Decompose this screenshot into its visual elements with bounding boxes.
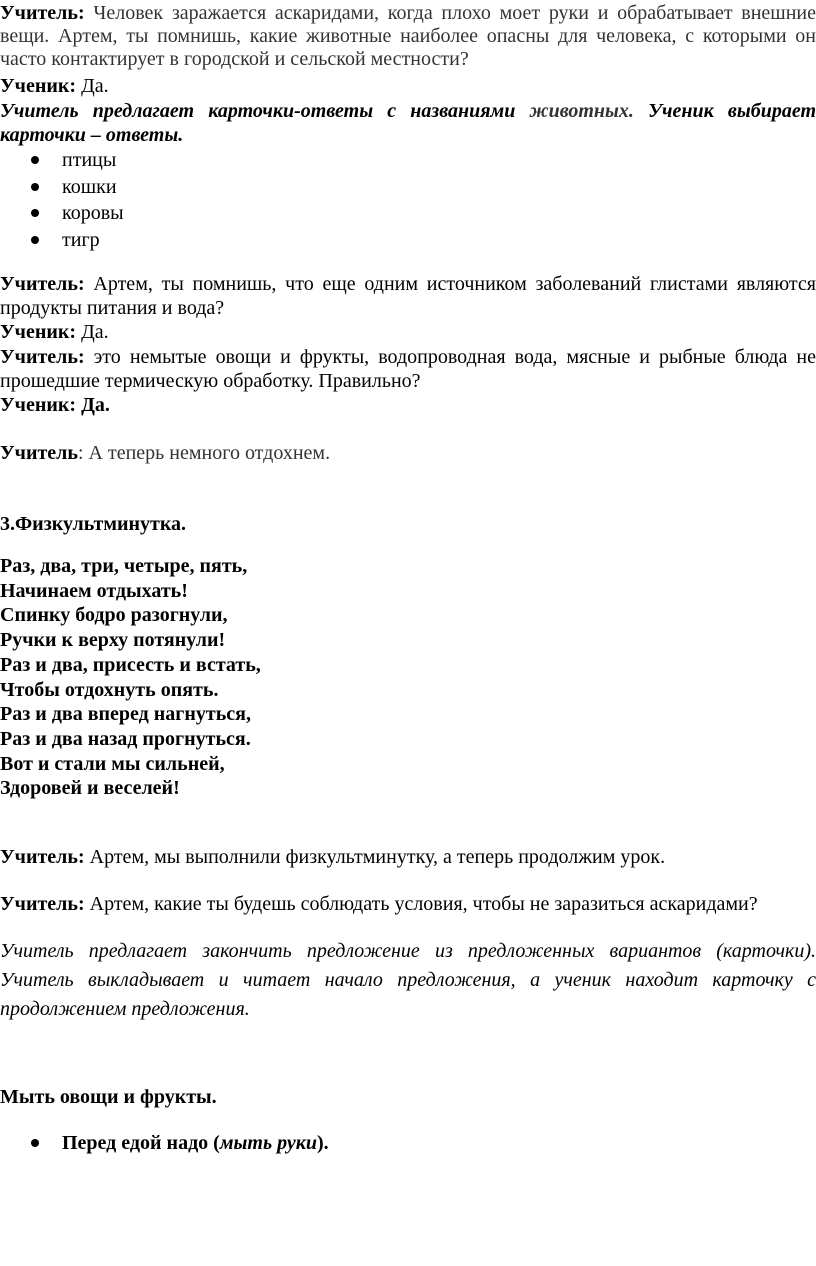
answer-card-list [0,147,816,253]
bullet-icon [31,209,39,217]
paragraph-student-3 [0,393,816,417]
sentence-card-list [0,1130,816,1157]
paragraph-teacher-2 [0,272,816,320]
instruction-finish-sentence [0,937,816,1024]
list-item: тигр [0,227,816,254]
paragraph-text: Ученик: Да. [0,394,110,416]
paragraph-text: Да. [76,321,109,343]
section-title: 3.Физкультминутка. [0,513,187,535]
list-item: коровы [0,200,816,227]
poem-line: Чтобы отдохнуть опять. [0,678,219,701]
bullet-icon [31,1139,39,1147]
poem [0,554,816,801]
card-heading: Мыть овощи и фрукты. [0,1086,217,1108]
paragraph-text: Артем, мы выполнили физкультминутку, а теперь продолжим урок. [84,846,666,868]
paragraph-text: Артем, какие ты будешь соблюдать условия, чтобы не заразиться аскаридами? [84,893,758,915]
paragraph-student-1 [0,74,816,98]
speaker-label: Ученик: [0,321,77,343]
poem-line: Начинаем отдыхать! [0,579,188,602]
bullet-icon [31,236,39,244]
paragraph-text: : А теперь немного отдохнем. [77,442,331,464]
speaker-label: Учитель: [0,346,85,368]
speaker-label: Ученик: [0,75,77,97]
paragraph-text: Артем, ты помнишь, что еще одним источником заболеваний глистами являются продукты питания и вода? [0,273,816,319]
instruction-part-1: Учитель предлагает карточки-ответы с названиями [0,100,516,122]
bullet-icon [31,156,39,164]
poem-line: Ручки к верху потянули! [0,629,226,652]
list-item: птицы [0,147,816,174]
paragraph-text: Да. [76,75,109,97]
paragraph-text: Человек заражается аскаридами, когда плохо моет руки и обрабатывает внешние вещи. Артем, ты помнишь, какие животные наиболее опасны для человека, с которыми он часто контактирует в городской и сельской местности? [0,2,816,70]
speaker-label: Учитель: [0,2,85,24]
speaker-label: Учитель: [0,273,85,295]
speaker-label: Учитель [0,442,78,464]
speaker-label: Учитель: [0,893,85,915]
poem-line: Раз и два назад прогнуться. [0,727,251,750]
paragraph-teacher-3 [0,345,816,393]
list-item: Перед едой надо (мыть руки). [0,1130,816,1157]
instruction-part-2: животных. [515,100,634,122]
paragraph-teacher-1 [0,2,816,71]
list-item: кошки [0,174,816,201]
poem-line: Здоровей и веселей! [0,777,180,800]
poem-line: Раз и два, присесть и встать, [0,653,261,676]
poem-line: Спинку бодро разогнули, [0,604,228,627]
poem-line: Раз, два, три, четыре, пять, [0,555,248,577]
paragraph-teacher-4 [0,441,816,465]
paragraph-teacher-6 [0,892,816,916]
bullet-icon [31,183,39,191]
poem-line: Раз и два вперед нагнуться, [0,703,251,726]
instruction-part-3: Ученик выбирает карточки – ответы. [0,100,816,146]
paragraph-text: Учитель предлагает закончить предложение из предложенных вариантов (карточки). Учитель выкладывает и читает начало предложения, а ученик находит карточку с продолжением предложения. [0,940,816,1020]
speaker-label: Учитель: [0,846,85,868]
instruction-cards [0,99,816,147]
paragraph-text: это немытые овощи и фрукты, водопроводная вода, мясные и рыбные блюда не прошедшие термическую обработку. Правильно? [0,346,816,392]
paragraph-student-2 [0,320,816,344]
paragraph-teacher-5 [0,845,816,869]
poem-line: Вот и стали мы сильней, [0,752,225,775]
